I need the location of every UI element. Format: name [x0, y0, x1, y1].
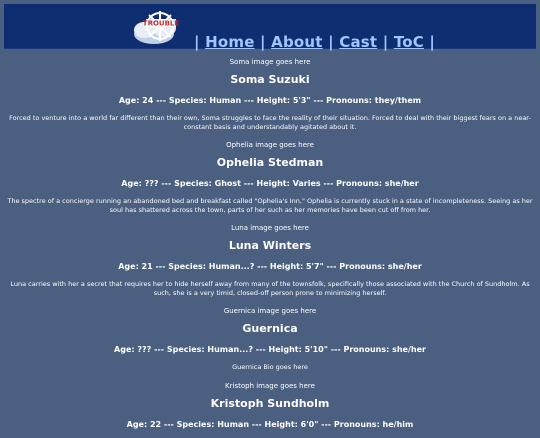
character-name: Guernica: [242, 322, 298, 335]
character-entry-ophelia: [0, 141, 540, 214]
character-entry-soma: [0, 58, 540, 131]
character-stats: Age: 24 --- Species: Human --- Height: 5'3" --- Pronouns: they/them: [118, 96, 422, 105]
nav-separator: |: [328, 33, 334, 51]
character-bio: Luna carries with her a secret that requires her to hide herself away from many of the townsfolk, specifically those associated with the Church of Sundholm. As such, she is a very timid, closed-off person prone to minimizing herself.: [10, 280, 530, 297]
character-name: Soma Suzuki: [230, 73, 310, 86]
character-image-placeholder: Kristoph image goes here: [225, 381, 315, 390]
character-name: Luna Winters: [228, 239, 312, 252]
character-image-placeholder: Guernica image goes here: [223, 307, 317, 315]
svg-text:TROUBLE: TROUBLE: [142, 19, 180, 28]
character-stats: Age: 21 --- Species: Human...? --- Height: 5'7" --- Pronouns: she/her: [118, 262, 422, 271]
site-logo[interactable]: [130, 8, 192, 48]
cast-list: [0, 48, 540, 438]
nav-separator: |: [260, 33, 266, 51]
character-stats: Age: ??? --- Species: Human...? --- Height: 5'10" --- Pronouns: she/her: [114, 345, 426, 354]
nav-separator: |: [194, 33, 200, 51]
character-entry-guernica: [0, 307, 540, 372]
nav-link-home[interactable]: Home: [205, 33, 255, 51]
nav-separator: |: [429, 33, 436, 51]
nav-separator: |: [382, 33, 389, 51]
character-image-placeholder: Soma image goes here: [229, 58, 311, 66]
character-name: Kristoph Sundholm: [210, 396, 330, 410]
character-name: Ophelia Stedman: [216, 156, 324, 169]
character-bio: Forced to venture into a world far different than their own, Soma struggles to face the reality of their situation. Forced to deal with their biggest fears on a near-constant basis and understandably agitated about it.: [9, 114, 531, 131]
character-entry-kristoph: [0, 382, 540, 430]
character-image-placeholder: Ophelia image goes here: [226, 141, 314, 149]
character-image-placeholder: Luna image goes here: [231, 224, 309, 232]
nav-link-about[interactable]: About: [271, 33, 323, 51]
nav-link-toc[interactable]: ToC: [393, 33, 424, 51]
site-header: [4, 4, 536, 49]
character-bio: Guernica Bio goes here: [232, 363, 308, 371]
character-bio: The spectre of a concierge running an abandoned bed and breakfast called "Ophelia's Inn," Ophelia is currently stuck in a state of incompleteness. Seeing as her soul has shattered across the town, parts of her such as her memories have been cut off from her.: [7, 197, 533, 214]
character-entry-luna: [0, 224, 540, 297]
character-stats: Age: 22 --- Species: Human --- Height: 6'0" --- Pronouns: he/him: [126, 419, 414, 429]
nav-link-cast[interactable]: Cast: [339, 33, 378, 51]
character-stats: Age: ??? --- Species: Ghost --- Height: Varies --- Pronouns: she/her: [121, 179, 419, 188]
